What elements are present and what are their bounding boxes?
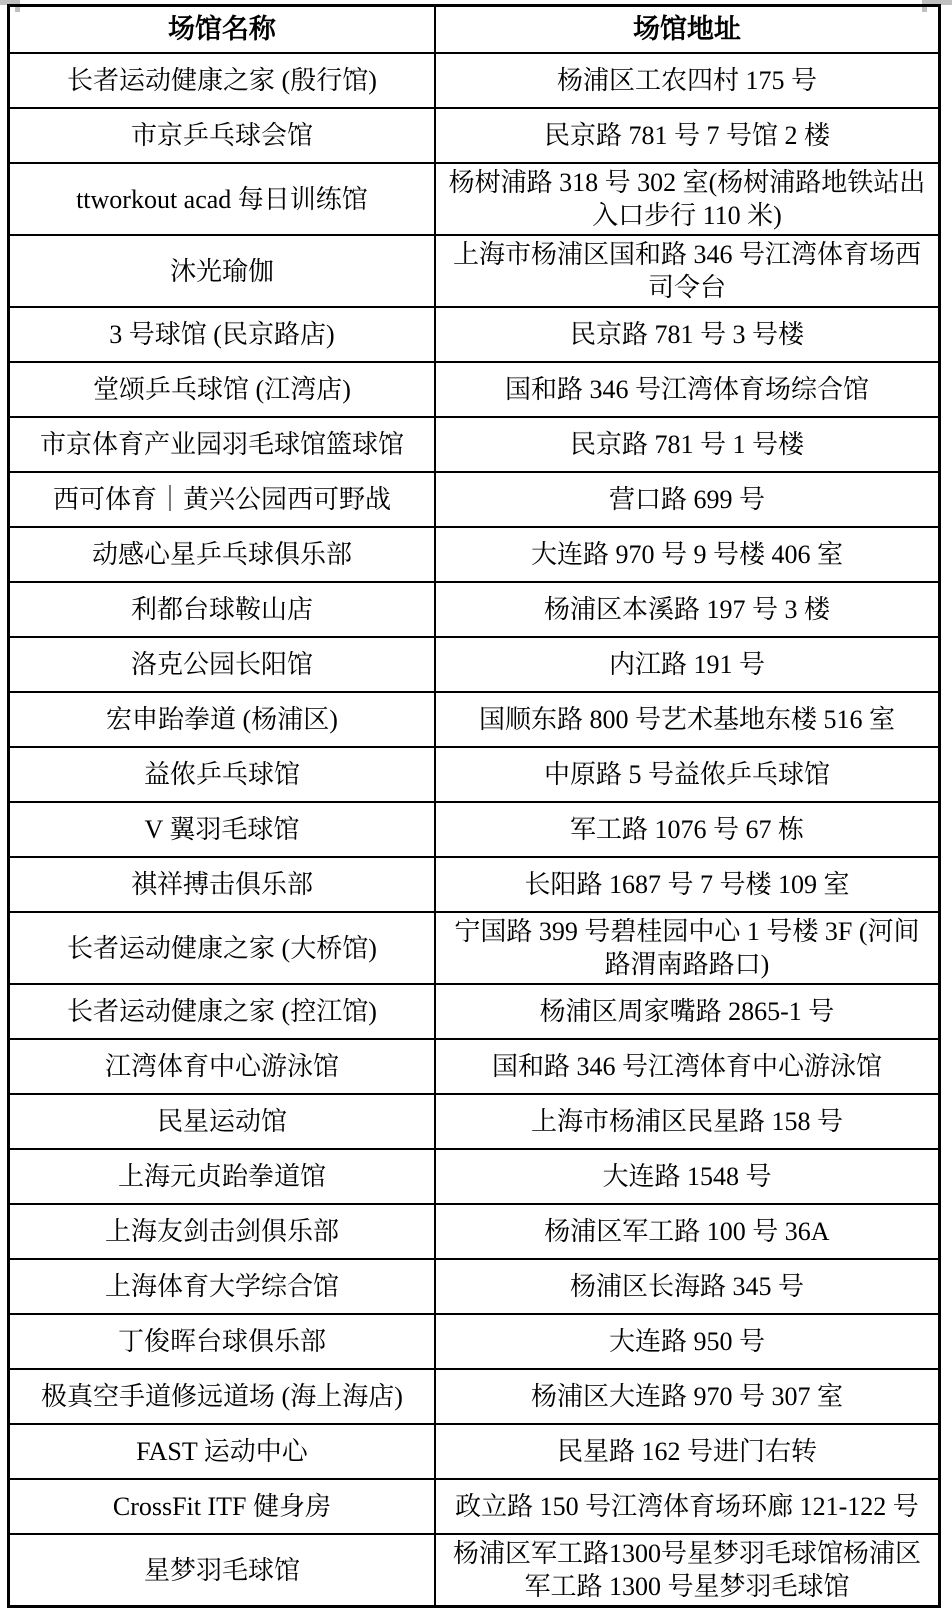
table-row xyxy=(9,582,940,637)
venue-name-cell: 市京乒乓球会馆 xyxy=(9,108,435,163)
header-row xyxy=(9,6,940,54)
venue-address-cell: 大连路 970 号 9 号楼 406 室 xyxy=(435,527,940,582)
venue-address-cell: 杨树浦路 318 号 302 室(杨树浦路地铁站出入口步行 110 米) xyxy=(435,163,940,235)
venue-name-cell: 益侬乒乓球馆 xyxy=(9,747,435,802)
venue-name-cell: 市京体育产业园羽毛球馆篮球馆 xyxy=(9,417,435,472)
venue-name-cell: 江湾体育中心游泳馆 xyxy=(9,1039,435,1094)
venues-table-body xyxy=(9,53,940,1607)
venue-address-cell: 杨浦区军工路 100 号 36A xyxy=(435,1204,940,1259)
table-row xyxy=(9,362,940,417)
header-venue-name: 场馆名称 xyxy=(9,6,435,54)
venue-name-cell: 洛克公园长阳馆 xyxy=(9,637,435,692)
table-row xyxy=(9,984,940,1039)
venues-table xyxy=(7,4,941,1608)
venue-name-cell: 动感心星乒乓球俱乐部 xyxy=(9,527,435,582)
venue-address-cell: 国和路 346 号江湾体育场综合馆 xyxy=(435,362,940,417)
venue-address-cell: 民京路 781 号 3 号楼 xyxy=(435,307,940,362)
venue-name-cell: 上海体育大学综合馆 xyxy=(9,1259,435,1314)
table-row xyxy=(9,1039,940,1094)
venue-address-cell: 国顺东路 800 号艺术基地东楼 516 室 xyxy=(435,692,940,747)
table-row xyxy=(9,1094,940,1149)
venue-name-cell: 民星运动馆 xyxy=(9,1094,435,1149)
venue-name-cell: 沐光瑜伽 xyxy=(9,235,435,307)
table-row xyxy=(9,692,940,747)
venue-name-cell: 星梦羽毛球馆 xyxy=(9,1534,435,1607)
venue-name-cell: CrossFit ITF 健身房 xyxy=(9,1479,435,1534)
table-row xyxy=(9,53,940,108)
venue-name-cell: 长者运动健康之家 (大桥馆) xyxy=(9,912,435,984)
table-row xyxy=(9,307,940,362)
table-row xyxy=(9,1424,940,1479)
venue-address-cell: 民京路 781 号 1 号楼 xyxy=(435,417,940,472)
venue-name-cell: 长者运动健康之家 (控江馆) xyxy=(9,984,435,1039)
venue-name-cell: 西可体育｜黄兴公园西可野战 xyxy=(9,472,435,527)
venue-name-cell: 长者运动健康之家 (殷行馆) xyxy=(9,53,435,108)
venue-address-cell: 中原路 5 号益侬乒乓球馆 xyxy=(435,747,940,802)
table-row xyxy=(9,472,940,527)
venue-address-cell: 上海市杨浦区国和路 346 号江湾体育场西司令台 xyxy=(435,235,940,307)
table-row xyxy=(9,1149,940,1204)
venue-address-cell: 杨浦区工农四村 175 号 xyxy=(435,53,940,108)
venue-address-cell: 大连路 1548 号 xyxy=(435,1149,940,1204)
venue-name-cell: V 翼羽毛球馆 xyxy=(9,802,435,857)
venue-address-cell: 长阳路 1687 号 7 号楼 109 室 xyxy=(435,857,940,912)
venue-name-cell: 利都台球鞍山店 xyxy=(9,582,435,637)
venue-name-cell: 极真空手道修远道场 (海上海店) xyxy=(9,1369,435,1424)
venue-address-cell: 大连路 950 号 xyxy=(435,1314,940,1369)
venue-address-cell: 杨浦区军工路1300号星梦羽毛球馆杨浦区军工路 1300 号星梦羽毛球馆 xyxy=(435,1534,940,1607)
table-row xyxy=(9,1479,940,1534)
table-row xyxy=(9,417,940,472)
venue-address-cell: 宁国路 399 号碧桂园中心 1 号楼 3F (河间路渭南路路口) xyxy=(435,912,940,984)
venue-address-cell: 营口路 699 号 xyxy=(435,472,940,527)
venue-address-cell: 民星路 162 号进门右转 xyxy=(435,1424,940,1479)
table-row xyxy=(9,637,940,692)
table-row xyxy=(9,527,940,582)
header-venue-address: 场馆地址 xyxy=(435,6,940,54)
venue-address-cell: 上海市杨浦区民星路 158 号 xyxy=(435,1094,940,1149)
table-row xyxy=(9,1259,940,1314)
venue-name-cell: 3 号球馆 (民京路店) xyxy=(9,307,435,362)
table-row xyxy=(9,1534,940,1607)
table-row xyxy=(9,163,940,235)
table-row xyxy=(9,747,940,802)
venue-name-cell: ttworkout acad 每日训练馆 xyxy=(9,163,435,235)
venue-name-cell: 宏申跆拳道 (杨浦区) xyxy=(9,692,435,747)
table-row xyxy=(9,857,940,912)
venue-address-cell: 民京路 781 号 7 号馆 2 楼 xyxy=(435,108,940,163)
venue-address-cell: 杨浦区周家嘴路 2865-1 号 xyxy=(435,984,940,1039)
venue-address-cell: 国和路 346 号江湾体育中心游泳馆 xyxy=(435,1039,940,1094)
table-row xyxy=(9,912,940,984)
venue-address-cell: 杨浦区长海路 345 号 xyxy=(435,1259,940,1314)
venue-name-cell: FAST 运动中心 xyxy=(9,1424,435,1479)
venue-address-cell: 军工路 1076 号 67 栋 xyxy=(435,802,940,857)
venue-name-cell: 堂颂乒乓球馆 (江湾店) xyxy=(9,362,435,417)
venue-address-cell: 政立路 150 号江湾体育场环廊 121-122 号 xyxy=(435,1479,940,1534)
table-row xyxy=(9,1204,940,1259)
venue-name-cell: 祺祥搏击俱乐部 xyxy=(9,857,435,912)
table-row xyxy=(9,1314,940,1369)
venue-address-cell: 内江路 191 号 xyxy=(435,637,940,692)
venue-name-cell: 上海元贞跆拳道馆 xyxy=(9,1149,435,1204)
table-row xyxy=(9,1369,940,1424)
venue-address-cell: 杨浦区大连路 970 号 307 室 xyxy=(435,1369,940,1424)
table-row xyxy=(9,802,940,857)
venue-address-cell: 杨浦区本溪路 197 号 3 楼 xyxy=(435,582,940,637)
venue-name-cell: 上海友剑击剑俱乐部 xyxy=(9,1204,435,1259)
table-row xyxy=(9,108,940,163)
table-row xyxy=(9,235,940,307)
venue-name-cell: 丁俊晖台球俱乐部 xyxy=(9,1314,435,1369)
